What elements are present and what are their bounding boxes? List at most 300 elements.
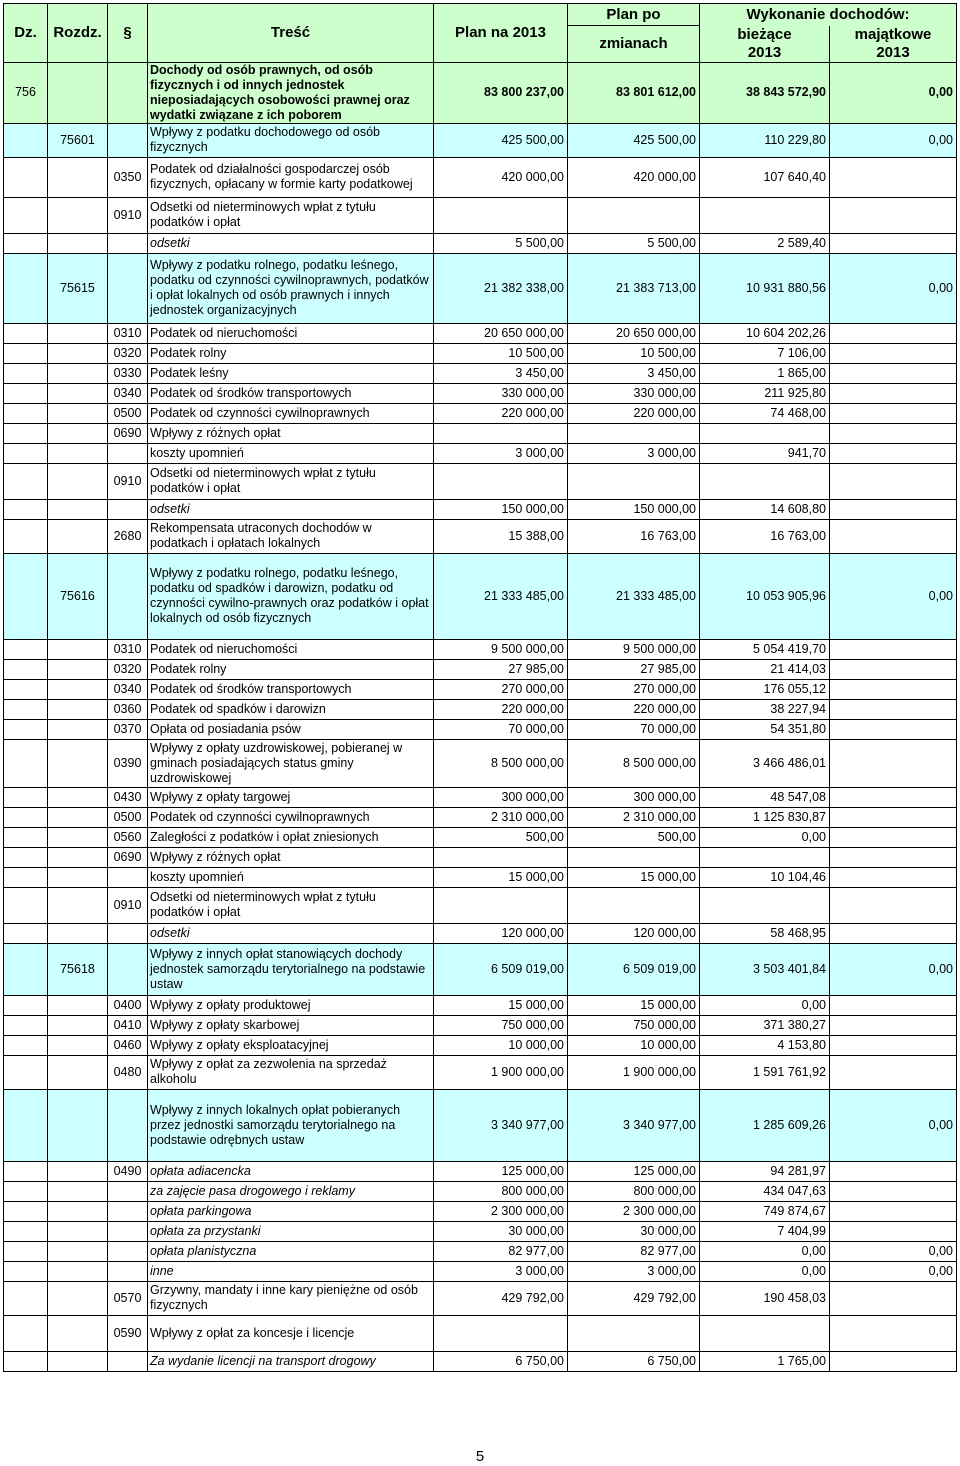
row-wykonanie-majatkowe: [830, 323, 957, 343]
row-rozdzial: [48, 1055, 108, 1089]
row-plan-po-zmianach: 125 000,00: [568, 1161, 700, 1181]
row-wykonanie-majatkowe: [830, 807, 957, 827]
row-paragraph: [108, 553, 148, 639]
row-rozdzial: [48, 62, 108, 123]
row-wykonanie-biezace: 434 047,63: [700, 1181, 830, 1201]
row-wykonanie-majatkowe: [830, 887, 957, 923]
row-dz: [4, 1201, 48, 1221]
row-wykonanie-majatkowe: [830, 1221, 957, 1241]
row-wykonanie-biezace: 14 608,80: [700, 499, 830, 519]
row-paragraph: 0500: [108, 403, 148, 423]
row-wykonanie-majatkowe: [830, 363, 957, 383]
row-description: Wpływy z różnych opłat: [148, 847, 434, 867]
table-row: [4, 1015, 957, 1035]
row-plan-po-zmianach: 120 000,00: [568, 923, 700, 943]
row-wykonanie-biezace: 10 104,46: [700, 867, 830, 887]
table-row: [4, 1201, 957, 1221]
row-description: Grzywny, mandaty i inne kary pieniężne od osób fizycznych: [148, 1281, 434, 1315]
row-plan-po-zmianach: 15 000,00: [568, 867, 700, 887]
row-wykonanie-majatkowe: [830, 1181, 957, 1201]
row-paragraph: 0480: [108, 1055, 148, 1089]
col-header-wykonanie: Wykonanie dochodów:: [700, 4, 957, 26]
row-wykonanie-majatkowe: 0,00: [830, 253, 957, 323]
row-plan: 30 000,00: [434, 1221, 568, 1241]
row-dz: [4, 995, 48, 1015]
row-dz: [4, 1221, 48, 1241]
row-wykonanie-majatkowe: [830, 1015, 957, 1035]
row-rozdzial: [48, 923, 108, 943]
row-plan: 20 650 000,00: [434, 323, 568, 343]
row-wykonanie-majatkowe: 0,00: [830, 553, 957, 639]
row-paragraph: 0340: [108, 383, 148, 403]
row-paragraph: [108, 1181, 148, 1201]
row-wykonanie-majatkowe: [830, 739, 957, 787]
row-dz: [4, 519, 48, 553]
row-dz: [4, 197, 48, 233]
row-description: Podatek leśny: [148, 363, 434, 383]
row-wykonanie-biezace: 0,00: [700, 1261, 830, 1281]
table-row: [4, 123, 957, 157]
row-plan: 420 000,00: [434, 157, 568, 197]
row-description: Za wydanie licencji na transport drogowy: [148, 1351, 434, 1371]
col-header-paragraph: §: [108, 4, 148, 63]
row-wykonanie-majatkowe: [830, 519, 957, 553]
row-wykonanie-biezace: [700, 423, 830, 443]
row-dz: [4, 423, 48, 443]
row-rozdzial: [48, 1221, 108, 1241]
table-row: [4, 995, 957, 1015]
table-row: [4, 1261, 957, 1281]
row-wykonanie-majatkowe: [830, 827, 957, 847]
row-dz: [4, 659, 48, 679]
row-paragraph: 0590: [108, 1315, 148, 1351]
table-row: [4, 363, 957, 383]
row-wykonanie-biezace: 1 591 761,92: [700, 1055, 830, 1089]
row-wykonanie-majatkowe: 0,00: [830, 1089, 957, 1161]
row-description: opłata za przystanki: [148, 1221, 434, 1241]
row-wykonanie-biezace: 7 404,99: [700, 1221, 830, 1241]
row-description: Rekompensata utraconych dochodów w podatkach i opłatach lokalnych: [148, 519, 434, 553]
table-row: [4, 443, 957, 463]
row-plan-po-zmianach: 2 310 000,00: [568, 807, 700, 827]
row-wykonanie-biezace: 16 763,00: [700, 519, 830, 553]
row-wykonanie-biezace: 5 054 419,70: [700, 639, 830, 659]
row-plan-po-zmianach: 6 509 019,00: [568, 943, 700, 995]
table-row: [4, 157, 957, 197]
row-wykonanie-biezace: 749 874,67: [700, 1201, 830, 1221]
row-dz: [4, 1351, 48, 1371]
row-dz: [4, 1035, 48, 1055]
row-rozdzial: [48, 995, 108, 1015]
row-description: Podatek od spadków i darowizn: [148, 699, 434, 719]
row-plan-po-zmianach: 27 985,00: [568, 659, 700, 679]
row-description: Podatek od środków transportowych: [148, 679, 434, 699]
page-number: 5: [475, 1448, 485, 1465]
row-plan: 5 500,00: [434, 233, 568, 253]
row-dz: [4, 719, 48, 739]
row-wykonanie-biezace: 107 640,40: [700, 157, 830, 197]
row-plan-po-zmianach: 5 500,00: [568, 233, 700, 253]
row-plan-po-zmianach: 3 000,00: [568, 443, 700, 463]
row-wykonanie-majatkowe: 0,00: [830, 1261, 957, 1281]
row-dz: [4, 807, 48, 827]
row-plan: 429 792,00: [434, 1281, 568, 1315]
col-header-rozdz: Rozdz.: [48, 4, 108, 63]
row-rozdzial: 75615: [48, 253, 108, 323]
col-header-dz: Dz.: [4, 4, 48, 63]
row-wykonanie-biezace: 176 055,12: [700, 679, 830, 699]
row-wykonanie-majatkowe: [830, 1201, 957, 1221]
table-row: [4, 739, 957, 787]
row-rozdzial: [48, 1351, 108, 1371]
row-plan-po-zmianach: 330 000,00: [568, 383, 700, 403]
row-rozdzial: [48, 827, 108, 847]
table-row: [4, 1315, 957, 1351]
row-rozdzial: [48, 443, 108, 463]
row-rozdzial: [48, 233, 108, 253]
table-row: [4, 423, 957, 443]
row-rozdzial: [48, 867, 108, 887]
row-rozdzial: [48, 1035, 108, 1055]
row-paragraph: 0320: [108, 343, 148, 363]
row-plan: 2 310 000,00: [434, 807, 568, 827]
row-plan-po-zmianach: [568, 887, 700, 923]
row-plan-po-zmianach: 800 000,00: [568, 1181, 700, 1201]
row-plan-po-zmianach: 500,00: [568, 827, 700, 847]
row-wykonanie-biezace: 7 106,00: [700, 343, 830, 363]
row-rozdzial: [48, 519, 108, 553]
row-paragraph: [108, 1221, 148, 1241]
table-row: [4, 679, 957, 699]
row-plan: 125 000,00: [434, 1161, 568, 1181]
row-plan: 82 977,00: [434, 1241, 568, 1261]
row-dz: [4, 827, 48, 847]
row-rozdzial: [48, 323, 108, 343]
table-body: [4, 4, 957, 1372]
row-wykonanie-majatkowe: [830, 699, 957, 719]
row-plan-po-zmianach: 30 000,00: [568, 1221, 700, 1241]
table-row: [4, 197, 957, 233]
row-dz: [4, 1181, 48, 1201]
row-plan: 3 450,00: [434, 363, 568, 383]
row-wykonanie-majatkowe: [830, 383, 957, 403]
row-description: Podatek od czynności cywilnoprawnych: [148, 403, 434, 423]
table-row: [4, 62, 957, 123]
row-dz: [4, 679, 48, 699]
row-plan-po-zmianach: 270 000,00: [568, 679, 700, 699]
row-wykonanie-biezace: 54 351,80: [700, 719, 830, 739]
table-row: [4, 659, 957, 679]
row-dz: [4, 1161, 48, 1181]
row-paragraph: 0560: [108, 827, 148, 847]
row-wykonanie-biezace: 38 843 572,90: [700, 62, 830, 123]
table-row: [4, 1241, 957, 1261]
row-wykonanie-majatkowe: [830, 157, 957, 197]
row-wykonanie-biezace: 10 053 905,96: [700, 553, 830, 639]
row-wykonanie-majatkowe: [830, 1281, 957, 1315]
row-wykonanie-majatkowe: [830, 463, 957, 499]
row-rozdzial: [48, 1281, 108, 1315]
row-description: koszty upomnień: [148, 443, 434, 463]
row-plan-po-zmianach: 70 000,00: [568, 719, 700, 739]
row-rozdzial: [48, 383, 108, 403]
row-paragraph: 0370: [108, 719, 148, 739]
table-row: [4, 923, 957, 943]
row-description: Podatek od nieruchomości: [148, 323, 434, 343]
row-plan-po-zmianach: 1 900 000,00: [568, 1055, 700, 1089]
table-row: [4, 233, 957, 253]
row-wykonanie-majatkowe: [830, 197, 957, 233]
table-row: [4, 519, 957, 553]
row-description: Podatek rolny: [148, 659, 434, 679]
row-dz: [4, 887, 48, 923]
row-description: odsetki: [148, 233, 434, 253]
table-row: [4, 827, 957, 847]
row-wykonanie-biezace: 190 458,03: [700, 1281, 830, 1315]
row-dz: [4, 1055, 48, 1089]
table-row: [4, 847, 957, 867]
row-plan: 2 300 000,00: [434, 1201, 568, 1221]
row-wykonanie-majatkowe: [830, 499, 957, 519]
row-wykonanie-majatkowe: [830, 679, 957, 699]
revenue-table: [3, 3, 957, 1372]
row-plan-po-zmianach: 2 300 000,00: [568, 1201, 700, 1221]
row-description: Podatek od nieruchomości: [148, 639, 434, 659]
row-rozdzial: [48, 157, 108, 197]
row-plan-po-zmianach: 220 000,00: [568, 699, 700, 719]
row-plan-po-zmianach: [568, 423, 700, 443]
row-paragraph: [108, 62, 148, 123]
row-description: Podatek od środków transportowych: [148, 383, 434, 403]
row-paragraph: 0340: [108, 679, 148, 699]
row-plan: [434, 463, 568, 499]
row-rozdzial: [48, 679, 108, 699]
row-paragraph: [108, 1089, 148, 1161]
row-plan: 21 382 338,00: [434, 253, 568, 323]
row-dz: [4, 1089, 48, 1161]
table-row: [4, 943, 957, 995]
table-row: [4, 1055, 957, 1089]
row-paragraph: 0320: [108, 659, 148, 679]
row-rozdzial: 75601: [48, 123, 108, 157]
row-paragraph: 0910: [108, 197, 148, 233]
row-rozdzial: [48, 739, 108, 787]
row-wykonanie-majatkowe: [830, 847, 957, 867]
row-plan: 15 000,00: [434, 867, 568, 887]
row-paragraph: [108, 499, 148, 519]
row-rozdzial: [48, 463, 108, 499]
row-rozdzial: [48, 639, 108, 659]
row-dz: [4, 1241, 48, 1261]
table-row: [4, 1161, 957, 1181]
row-plan-po-zmianach: [568, 847, 700, 867]
row-paragraph: 0500: [108, 807, 148, 827]
col-header-plan-po: Plan po: [568, 4, 700, 26]
row-dz: [4, 443, 48, 463]
table-row: [4, 403, 957, 423]
row-rozdzial: [48, 343, 108, 363]
row-wykonanie-biezace: 0,00: [700, 1241, 830, 1261]
row-plan-po-zmianach: [568, 463, 700, 499]
row-rozdzial: [48, 1241, 108, 1261]
row-wykonanie-biezace: [700, 1315, 830, 1351]
row-wykonanie-majatkowe: 0,00: [830, 1241, 957, 1261]
row-description: Odsetki od nieterminowych wpłat z tytułu podatków i opłat: [148, 887, 434, 923]
row-paragraph: [108, 923, 148, 943]
row-wykonanie-majatkowe: 0,00: [830, 943, 957, 995]
table-row: [4, 1221, 957, 1241]
row-rozdzial: [48, 847, 108, 867]
row-description: opłata adiacencka: [148, 1161, 434, 1181]
row-paragraph: 0460: [108, 1035, 148, 1055]
row-rozdzial: [48, 659, 108, 679]
row-plan: 10 500,00: [434, 343, 568, 363]
row-plan: 425 500,00: [434, 123, 568, 157]
row-plan-po-zmianach: 82 977,00: [568, 1241, 700, 1261]
row-plan-po-zmianach: 3 340 977,00: [568, 1089, 700, 1161]
table-row: [4, 887, 957, 923]
row-wykonanie-majatkowe: [830, 423, 957, 443]
row-dz: [4, 1315, 48, 1351]
row-paragraph: [108, 1241, 148, 1261]
row-plan: 10 000,00: [434, 1035, 568, 1055]
row-description: Wpływy z podatku rolnego, podatku leśnego, podatku od spadków i darowizn, podatku od czynności cywilno-prawnych oraz podatków i opłat lokalnych od osób fizycznych: [148, 553, 434, 639]
row-plan: 83 800 237,00: [434, 62, 568, 123]
row-description: Wpływy z opłat za zezwolenia na sprzedaż alkoholu: [148, 1055, 434, 1089]
row-dz: [4, 123, 48, 157]
row-wykonanie-biezace: 48 547,08: [700, 787, 830, 807]
row-paragraph: 0690: [108, 847, 148, 867]
table-row: [4, 787, 957, 807]
row-description: Wpływy z innych opłat stanowiących dochody jednostek samorządu terytorialnego na podstawie ustaw: [148, 943, 434, 995]
row-plan: 150 000,00: [434, 499, 568, 519]
row-wykonanie-biezace: [700, 887, 830, 923]
row-wykonanie-biezace: 110 229,80: [700, 123, 830, 157]
row-plan: [434, 423, 568, 443]
row-plan: 330 000,00: [434, 383, 568, 403]
row-plan-po-zmianach: 8 500 000,00: [568, 739, 700, 787]
col-header-year-biezace: 2013: [700, 44, 830, 63]
row-wykonanie-majatkowe: [830, 343, 957, 363]
row-description: Wpływy z opłaty targowej: [148, 787, 434, 807]
row-plan: 220 000,00: [434, 699, 568, 719]
row-wykonanie-biezace: 3 503 401,84: [700, 943, 830, 995]
row-wykonanie-biezace: 58 468,95: [700, 923, 830, 943]
row-wykonanie-majatkowe: [830, 923, 957, 943]
row-plan: 1 900 000,00: [434, 1055, 568, 1089]
table-row: [4, 699, 957, 719]
row-description: Wpływy z innych lokalnych opłat pobieranych przez jednostki samorządu terytorialnego na podstawie odrębnych ustaw: [148, 1089, 434, 1161]
row-dz: [4, 943, 48, 995]
row-wykonanie-majatkowe: [830, 233, 957, 253]
col-header-plan: Plan na 2013: [434, 4, 568, 63]
table-row: [4, 639, 957, 659]
row-rozdzial: [48, 363, 108, 383]
row-paragraph: [108, 233, 148, 253]
row-plan-po-zmianach: 20 650 000,00: [568, 323, 700, 343]
row-plan: [434, 887, 568, 923]
row-paragraph: [108, 443, 148, 463]
row-plan: 70 000,00: [434, 719, 568, 739]
row-wykonanie-majatkowe: 0,00: [830, 62, 957, 123]
row-plan-po-zmianach: 83 801 612,00: [568, 62, 700, 123]
row-plan-po-zmianach: [568, 197, 700, 233]
row-description: Zaległości z podatków i opłat zniesionych: [148, 827, 434, 847]
row-rozdzial: 75618: [48, 943, 108, 995]
row-wykonanie-biezace: 211 925,80: [700, 383, 830, 403]
row-plan: 500,00: [434, 827, 568, 847]
row-paragraph: 0910: [108, 887, 148, 923]
row-rozdzial: [48, 1089, 108, 1161]
row-wykonanie-majatkowe: [830, 443, 957, 463]
row-rozdzial: [48, 699, 108, 719]
row-dz: [4, 233, 48, 253]
table-row: [4, 1351, 957, 1371]
row-description: Wpływy z opłaty eksploatacyjnej: [148, 1035, 434, 1055]
row-plan: 8 500 000,00: [434, 739, 568, 787]
col-header-biezace: bieżące: [700, 26, 830, 44]
row-rozdzial: [48, 1315, 108, 1351]
row-paragraph: 0910: [108, 463, 148, 499]
row-wykonanie-majatkowe: [830, 1315, 957, 1351]
col-header-tresc: Treść: [148, 4, 434, 63]
row-description: Wpływy z opłaty uzdrowiskowej, pobieranej w gminach posiadających status gminy uzdrowiskowej: [148, 739, 434, 787]
row-plan-po-zmianach: 300 000,00: [568, 787, 700, 807]
row-rozdzial: [48, 887, 108, 923]
row-plan-po-zmianach: 10 500,00: [568, 343, 700, 363]
row-rozdzial: [48, 499, 108, 519]
row-plan: 800 000,00: [434, 1181, 568, 1201]
row-wykonanie-majatkowe: 0,00: [830, 123, 957, 157]
row-wykonanie-majatkowe: [830, 1055, 957, 1089]
row-dz: [4, 1015, 48, 1035]
col-header-majatkowe: majątkowe: [830, 26, 957, 44]
row-plan-po-zmianach: 10 000,00: [568, 1035, 700, 1055]
row-dz: [4, 343, 48, 363]
row-plan-po-zmianach: 9 500 000,00: [568, 639, 700, 659]
row-paragraph: [108, 867, 148, 887]
row-wykonanie-biezace: 74 468,00: [700, 403, 830, 423]
row-wykonanie-majatkowe: [830, 403, 957, 423]
table-row: [4, 343, 957, 363]
row-paragraph: 0490: [108, 1161, 148, 1181]
row-dz: [4, 847, 48, 867]
col-header-year-majatkowe: 2013: [830, 44, 957, 63]
row-paragraph: 0430: [108, 787, 148, 807]
row-plan: 15 388,00: [434, 519, 568, 553]
row-rozdzial: [48, 197, 108, 233]
row-rozdzial: [48, 1201, 108, 1221]
row-plan: 750 000,00: [434, 1015, 568, 1035]
row-paragraph: 0410: [108, 1015, 148, 1035]
row-dz: [4, 1281, 48, 1315]
table-row: [4, 867, 957, 887]
row-plan-po-zmianach: 750 000,00: [568, 1015, 700, 1035]
row-plan: 3 340 977,00: [434, 1089, 568, 1161]
row-dz: [4, 867, 48, 887]
row-plan-po-zmianach: 3 000,00: [568, 1261, 700, 1281]
row-wykonanie-biezace: 3 466 486,01: [700, 739, 830, 787]
row-plan: 300 000,00: [434, 787, 568, 807]
row-dz: [4, 787, 48, 807]
row-description: Podatek rolny: [148, 343, 434, 363]
row-wykonanie-biezace: 0,00: [700, 827, 830, 847]
row-paragraph: [108, 1201, 148, 1221]
row-paragraph: [108, 943, 148, 995]
row-description: odsetki: [148, 499, 434, 519]
row-paragraph: 0350: [108, 157, 148, 197]
table-row: [4, 1181, 957, 1201]
